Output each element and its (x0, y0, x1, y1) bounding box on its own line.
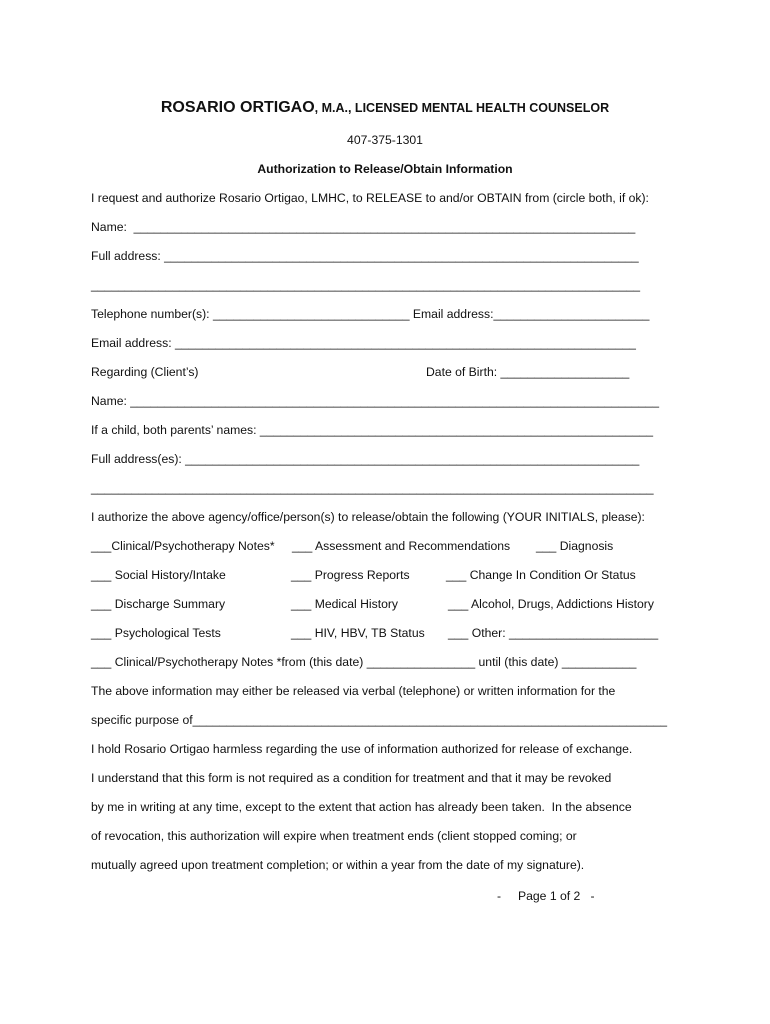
checklist-item[interactable]: ___ Psychological Tests (91, 626, 221, 640)
full-addresses-continued-field[interactable]: ___________________________________________________________________________________ (91, 481, 654, 495)
counselor-credentials: , M.A., LICENSED MENTAL HEALTH COUNSELOR (314, 101, 610, 115)
letterhead (0, 99, 770, 117)
authorize-statement: I authorize the above agency/office/person(s) to release/obtain the following (YOUR INITIALS, please): (91, 510, 645, 524)
checklist-item[interactable]: ___ Discharge Summary (91, 597, 226, 611)
body-paragraph-line: I hold Rosario Ortigao harmless regarding the use of information authorized for release of exchange. (91, 742, 633, 756)
telephone-email-field[interactable]: Telephone number(s): _____________________________ Email address:_______________________ (91, 307, 650, 321)
full-addresses-field[interactable]: Full address(es): ___________________________________________________________________ (91, 452, 640, 466)
body-paragraph-line: of revocation, this authorization will expire when treatment ends (client stopped coming; or (91, 829, 577, 843)
checklist-item[interactable]: ___ Social History/Intake (91, 568, 226, 582)
email-address-field[interactable]: Email address: ____________________________________________________________________ (91, 336, 636, 350)
request-statement: I request and authorize Rosario Ortigao, LMHC, to RELEASE to and/or OBTAIN from (circle both, if ok): (91, 191, 649, 205)
body-paragraph-line: mutually agreed upon treatment completion; or within a year from the date of my signature). (91, 858, 585, 872)
specific-purpose-field[interactable]: specific purpose of______________________________________________________________________ (91, 713, 668, 727)
parents-names-field[interactable]: If a child, both parents’ names: __________________________________________________________ (91, 423, 654, 437)
checklist-item[interactable]: ___Clinical/Psychotherapy Notes* (91, 539, 275, 553)
checklist-item[interactable]: ___ Assessment and Recommendations (292, 539, 511, 553)
checklist-item[interactable]: ___ Change In Condition Or Status (446, 568, 636, 582)
regarding-client-label: Regarding (Client’s) (91, 365, 199, 379)
notes-date-range-field[interactable]: ___ Clinical/Psychotherapy Notes *from (this date) ________________ until (this date) ___________ (91, 655, 637, 669)
page-number: - Page 1 of 2 - (497, 889, 595, 903)
full-address-field[interactable]: Full address: ______________________________________________________________________ (91, 249, 639, 263)
checklist-item[interactable]: ___ Progress Reports (291, 568, 410, 582)
full-address-continued-field[interactable]: _________________________________________________________________________________ (91, 278, 641, 292)
checklist-item[interactable]: ___ Other: ______________________ (448, 626, 659, 640)
checklist-item[interactable]: ___ Medical History (291, 597, 399, 611)
body-paragraph-line: I understand that this form is not required as a condition for treatment and that it may be revoked (91, 771, 612, 785)
counselor-name: ROSARIO ORTIGAO (160, 99, 315, 116)
name-field[interactable]: Name: __________________________________________________________________________ (91, 220, 636, 234)
client-name-field[interactable]: Name: ______________________________________________________________________________ (91, 394, 659, 408)
checklist-item[interactable]: ___ HIV, HBV, TB Status (291, 626, 425, 640)
body-paragraph-line: The above information may either be released via verbal (telephone) or written information for the (91, 684, 616, 698)
phone-number: 407-375-1301 (347, 133, 423, 147)
checklist-item[interactable]: ___ Alcohol, Drugs, Addictions History (448, 597, 654, 611)
form-title: Authorization to Release/Obtain Information (257, 162, 513, 176)
checklist-item[interactable]: ___ Diagnosis (536, 539, 614, 553)
body-paragraph-line: by me in writing at any time, except to the extent that action has already been taken. In the absence (91, 800, 632, 814)
date-of-birth-field[interactable]: Date of Birth: ___________________ (426, 365, 630, 379)
